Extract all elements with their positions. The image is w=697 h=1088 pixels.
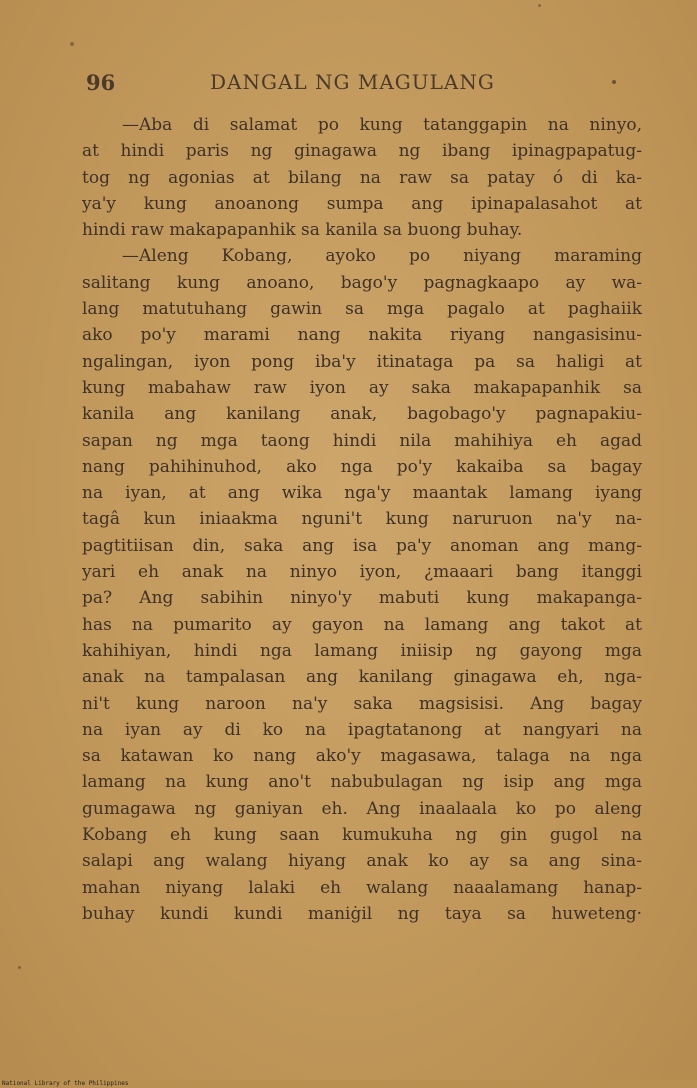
- text-line: Kobang eh kung saan kumukuha ng gin gugol na: [82, 825, 642, 846]
- text-line: gumagawa ng ganiyan eh. Ang inaalaala ko po aleng: [82, 798, 642, 819]
- text-line: hindi raw makapapanhik sa kanila sa buong buhay.: [82, 220, 523, 241]
- scan-credit: National Library of the Philippines: [2, 1080, 129, 1087]
- text-line: nang pahihinuhod, ako nga po'y kakaiba sa bagay: [82, 456, 642, 477]
- text-line: kahihiyan, hindi nga lamang iniisip ng gayong mga: [82, 640, 642, 661]
- text-line: tagâ kun iniaakma nguni't kung naruruon na'y na-: [82, 509, 642, 530]
- text-line: ya'y kung anoanong sumpa ang ipinapalasahot at: [82, 193, 642, 214]
- ink-speck: [538, 4, 541, 7]
- text-line: na iyan, at ang wika nga'y maantak lamang iyang: [82, 483, 642, 504]
- text-line: na iyan ay di ko na ipagtatanong at nangyari na: [82, 719, 642, 740]
- ink-speck: [70, 42, 74, 46]
- text-line: pa? Ang sabihin ninyo'y mabuti kung makapanga-: [82, 588, 642, 609]
- text-line: —Aba di salamat po kung tatanggapin na ninyo,: [122, 115, 642, 135]
- page-header: [0, 70, 697, 100]
- text-line: tog ng agonias at bilang na raw sa patay ó di ka-: [82, 167, 642, 188]
- text-line: kung mabahaw raw iyon ay saka makapapanhik sa: [82, 377, 642, 398]
- text-line: buhay kundi kundi maniġil ng taya sa huweteng·: [82, 903, 642, 924]
- text-line: kanila ang kanilang anak, bagobago'y pagnapakiu-: [82, 404, 642, 425]
- text-line: mahan niyang lalaki eh walang naaalamang hanap-: [82, 877, 642, 898]
- text-line: pagtitiisan din, saka ang isa pa'y anoman ang mang-: [82, 535, 642, 556]
- text-line: anak na tampalasan ang kanilang ginagawa eh, nga-: [82, 667, 642, 688]
- text-line: ngalingan, iyon pong iba'y itinataga pa sa haligi at: [82, 351, 642, 372]
- text-line: salapi ang walang hiyang anak ko ay sa ang sina-: [82, 851, 642, 872]
- text-line: at hindi paris ng ginagawa ng ibang ipinagpapatug-: [82, 141, 642, 162]
- text-line: lamang na kung ano't nabubulagan ng isip ang mga: [82, 772, 642, 793]
- text-line: sapan ng mga taong hindi nila mahihiya eh agad: [82, 430, 642, 451]
- text-line: has na pumarito ay gayon na lamang ang takot at: [82, 614, 642, 635]
- text-line: yari eh anak na ninyo iyon, ¿maaari bang itanggi: [82, 562, 642, 583]
- text-line: lang matutuhang gawin sa mga pagalo at paghaiik: [82, 299, 642, 320]
- ink-speck: [18, 966, 21, 969]
- running-title: DANGAL NG MAGULANG: [210, 70, 495, 94]
- body-text: [82, 112, 642, 927]
- page-number: 96: [86, 70, 116, 95]
- text-line: —Aleng Kobang, ayoko po niyang maraming: [122, 246, 642, 267]
- text-line: sa katawan ko nang ako'y magasawa, talaga na nga: [82, 746, 642, 767]
- header-mark: [612, 80, 616, 84]
- text-line: salitang kung anoano, bago'y pagnagkaapo ay wa-: [82, 272, 642, 293]
- text-line: ni't kung naroon na'y saka magsisisi. Ang bagay: [82, 693, 642, 714]
- text-line: ako po'y marami nang nakita riyang nangasisinu-: [82, 325, 642, 346]
